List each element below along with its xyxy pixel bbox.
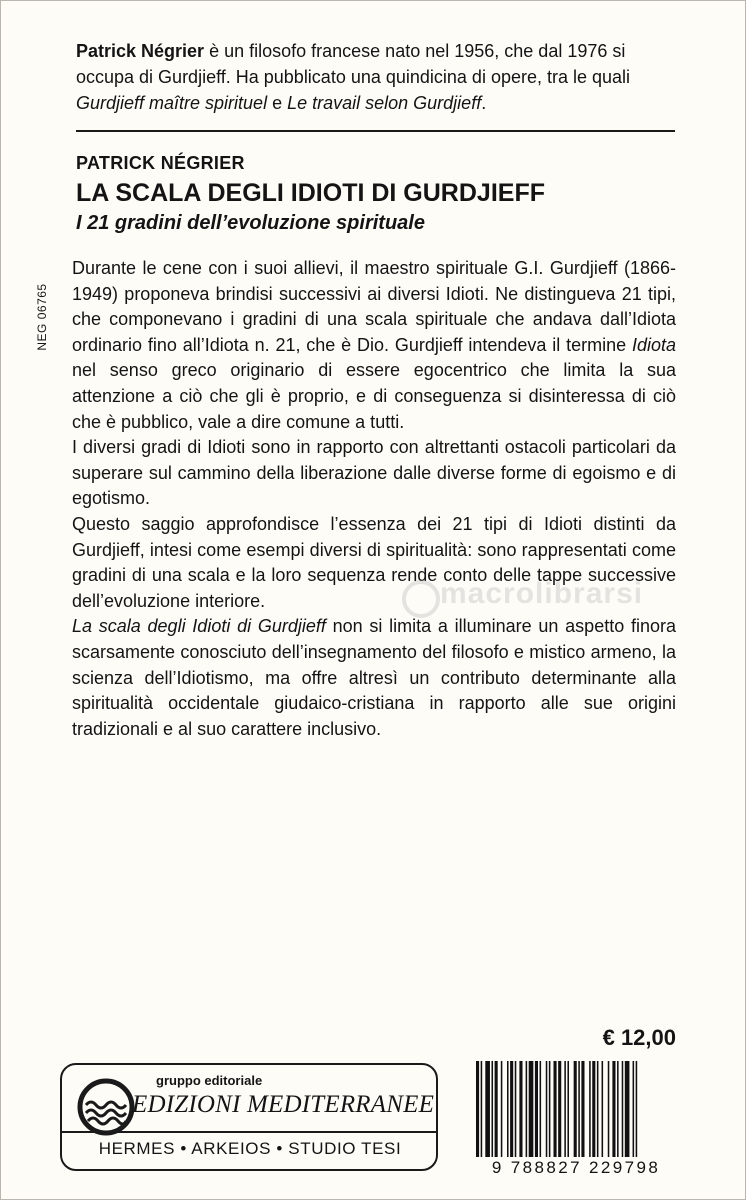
bio-text: e: [267, 93, 288, 113]
barcode-bar: [608, 1061, 610, 1157]
watermark-logo-icon: [402, 580, 440, 618]
barcode-bar: [549, 1061, 551, 1157]
author-name: PATRICK NÉGRIER: [76, 153, 245, 173]
bio-text: è un filosofo francese nato nel 1956, che dal 1976 si occupa di Gurdjieff. Ha pubblicato una quindicina di opere, tra le quali: [76, 41, 631, 87]
catalog-code: NEG 06765: [35, 283, 49, 351]
barcode-bar: [564, 1061, 566, 1157]
publisher-group-label: gruppo editoriale: [156, 1073, 263, 1088]
blurb-emphasis: Idiota: [631, 334, 676, 355]
blurb-paragraph: Questo saggio approfondisce l’essenza dei 21 tipi di Idioti distinti da Gurdjieff, intesi come esempi diversi di spiritualità: sono rappresentati come gradini di una scala e la loro sequenza rende conto delle tappe successive dell’evoluzione interiore.: [72, 513, 676, 611]
blurb-paragraph: [72, 614, 676, 742]
barcode-bar: [625, 1061, 630, 1157]
blurb-text: nel senso greco originario di essere egocentrico che limita la sua attenzione a ciò che gli è proprio, e di conseguenza si disinteressa di ciò che è pubblico, vale a dire comune a tutti.: [72, 360, 676, 432]
barcode-bar: [622, 1061, 624, 1157]
barcode-bar: [617, 1061, 619, 1157]
barcode-bar: [612, 1061, 615, 1157]
barcode: [474, 1061, 686, 1157]
barcode-bar: [578, 1061, 580, 1157]
blurb-emphasis: La scala degli Idioti di Gurdjieff: [72, 616, 326, 637]
bio-author-name: Patrick Négrier: [76, 41, 205, 61]
barcode-bar: [581, 1061, 584, 1157]
barcode-bar: [501, 1061, 503, 1157]
price: € 12,00: [602, 1025, 676, 1050]
publisher-divider: [62, 1131, 438, 1133]
divider-rule: [76, 130, 675, 132]
barcode-bar: [554, 1061, 557, 1157]
publisher-logo: [60, 1063, 438, 1171]
barcode-bar: [529, 1061, 534, 1157]
barcode-bar: [519, 1061, 522, 1157]
barcode-bar: [633, 1061, 635, 1157]
isbn-number: 9 788827 229798: [491, 1158, 661, 1177]
bio-work-title: Le travail selon Gurdjieff: [287, 93, 482, 113]
barcode-bar: [592, 1061, 595, 1157]
barcode-bar: [476, 1061, 479, 1157]
barcode-bar: [507, 1061, 509, 1157]
barcode-bar: [481, 1061, 483, 1157]
barcode-bar: [515, 1061, 517, 1157]
barcode-bar: [526, 1061, 528, 1157]
watermark: macrolibrarsi: [440, 577, 644, 610]
blurb-text: non si limita a illuminare un aspetto finora scarsamente conosciuto dell’insegnamento del filosofo e mistico armeno, la scienza dell’Idiotismo, ma offre altresì un contributo determinante alla spiritualità occidentale giudaico-cristiana in rapporto alle sue origini tradizionali e al suo carattere inclusivo.: [72, 616, 676, 739]
bio-work-title: Gurdjieff maître spirituel: [76, 93, 268, 113]
bio-text: .: [481, 93, 487, 113]
barcode-bar: [492, 1061, 494, 1157]
barcode-bar: [597, 1061, 599, 1157]
author-bio: [76, 38, 676, 116]
barcode-bar: [510, 1061, 513, 1157]
barcode-bar: [636, 1061, 638, 1157]
barcode-bar: [495, 1061, 498, 1157]
barcode-bar: [540, 1061, 542, 1157]
publisher-imprints: HERMES • ARKEIOS • STUDIO TESI: [98, 1139, 402, 1158]
barcode-bar: [546, 1061, 548, 1157]
book-subtitle: I 21 gradini dell’evoluzione spirituale: [76, 212, 425, 234]
publisher-name: EDIZIONI MEDITERRANEE: [132, 1091, 435, 1118]
barcode-bar: [574, 1061, 577, 1157]
barcode-bar: [485, 1061, 490, 1157]
barcode-bar: [589, 1061, 591, 1157]
blurb: [72, 256, 676, 742]
blurb-text: Durante le cene con i suoi allievi, il maestro spirituale G.I. Gurdjieff (1866-1949) proponeva brindisi successivi ai diversi Idioti. Ne distingueva 21 tipi, che componevano i gradini di una scala spirituale che andava dall’Idiota ordinario fino all’Idiota n. 21, che è Dio. Gurdjieff intendeva il termine: [72, 258, 676, 355]
blurb-paragraph: I diversi gradi di Idioti sono in rapporto con altrettanti ostacoli particolari da superare sul cammino della liberazione dalle diverse forme di egoismo e di egotismo.: [72, 437, 676, 509]
barcode-bar: [535, 1061, 538, 1157]
blurb-paragraph: [72, 256, 676, 435]
barcode-bar: [567, 1061, 569, 1157]
barcode-bar: [558, 1061, 561, 1157]
wave-circle-icon: [74, 1075, 138, 1139]
barcode-bar: [602, 1061, 604, 1157]
book-title: LA SCALA DEGLI IDIOTI DI GURDJIEFF: [76, 179, 545, 207]
